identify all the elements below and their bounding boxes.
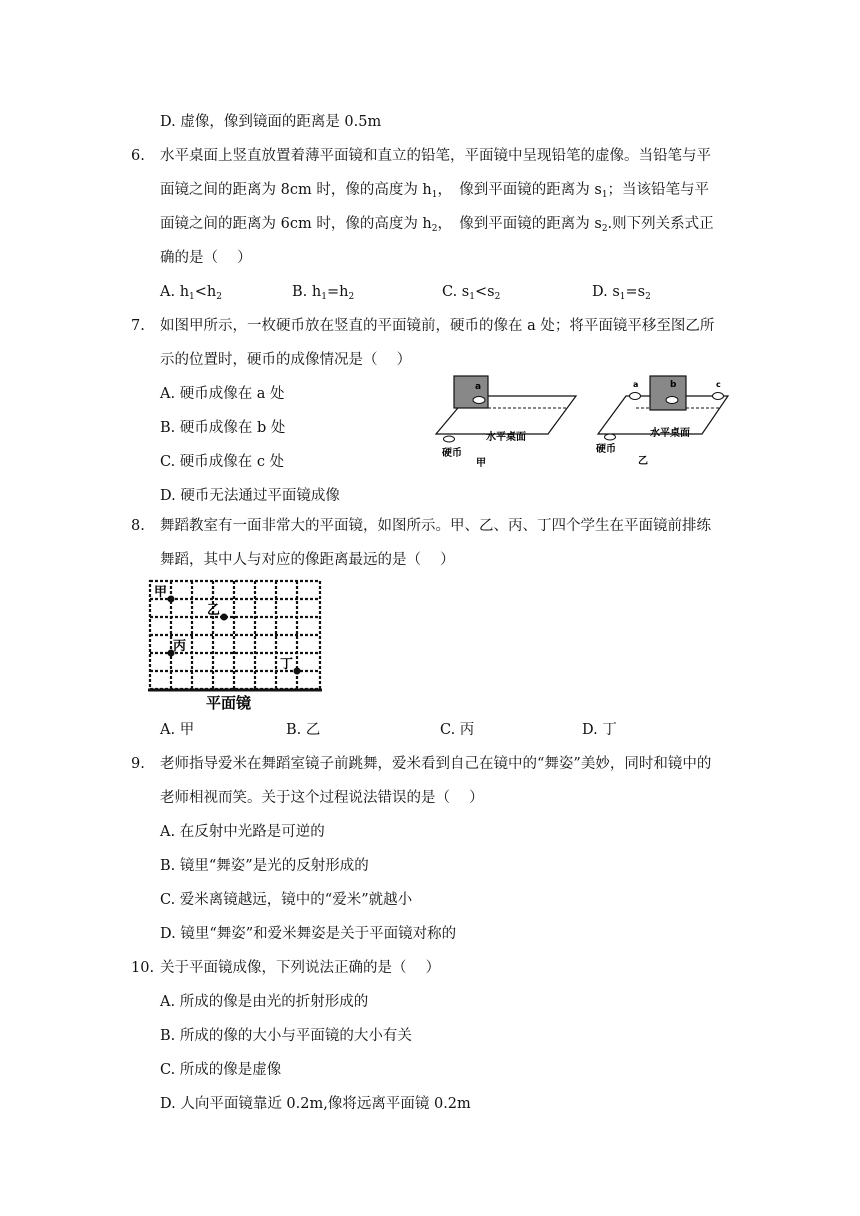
q6-stem-line1: 水平桌面上竖直放置着薄平面镜和直立的铅笔，平面镜中呈现铅笔的虚像。当铅笔与平: [160, 148, 711, 164]
q6-optC-2: <s: [474, 284, 495, 300]
q6-optB-2: =h: [326, 284, 349, 300]
q7-stem-line2: 示的位置时，硬币的成像情况是（ ）: [160, 352, 412, 368]
q6-optB-3: 2: [348, 292, 355, 302]
q6-optA-0: A. h: [160, 284, 190, 300]
q6-stem-line3: [160, 214, 714, 234]
q6-option-b: [292, 282, 354, 302]
q6-optC-3: 2: [494, 292, 501, 302]
q6-number: 6.: [131, 148, 145, 164]
coin-icon: [444, 436, 455, 442]
label-coin: 硬币: [442, 448, 462, 459]
q6-option-d: [592, 282, 651, 302]
q6-l2a: 面镜之间的距离为 8cm 时，像的高度为 h: [160, 182, 432, 198]
q10-option-a: A. 所成的像是由光的折射形成的: [160, 994, 369, 1010]
q6-l3b: 2: [431, 224, 438, 234]
q6-optB-1: 1: [321, 292, 327, 302]
label-b: b: [670, 380, 677, 390]
dot-ding-icon: [294, 668, 301, 675]
q6-optA-2: <h: [194, 284, 217, 300]
q6-stem-line4: 确的是（ ）: [160, 250, 252, 266]
q6-l2d: 1: [601, 190, 608, 200]
label-coin: 硬币: [596, 444, 616, 455]
q10-option-b: B. 所成的像的大小与平面镜的大小有关: [160, 1028, 412, 1044]
q8-option-b: B. 乙: [286, 722, 321, 738]
q7-figure-yi: [592, 372, 742, 472]
q7-figure-jia: [428, 372, 588, 472]
q9-stem-line1: 老师指导爱米在舞蹈室镜子前跳舞，爱米看到自己在镜中的“舞姿”美妙，同时和镜中的: [160, 756, 712, 772]
q8-number: 8.: [131, 518, 145, 534]
q10-number: 10.: [131, 960, 155, 976]
q9-option-a: A. 在反射中光路是可逆的: [160, 824, 325, 840]
q6-optD-1: 1: [619, 292, 626, 302]
label-c: c: [716, 380, 721, 389]
q6-optB-0: B. h: [292, 284, 322, 300]
label-a: a: [633, 380, 639, 389]
label-table: 水平桌面: [650, 428, 690, 439]
q6-optD-0: D. s: [592, 284, 620, 300]
q6-optA-3: 2: [216, 292, 222, 302]
coin-b-icon: [666, 397, 678, 404]
q6-l3e: .则下列关系式正: [607, 216, 714, 232]
q5-option-d: D. 虚像，像到镜面的距离是 0.5m: [160, 114, 382, 130]
coin-icon: [605, 434, 616, 440]
image-coin-icon: [473, 397, 485, 404]
coin-c-icon: [713, 393, 724, 400]
q7-option-d: D. 硬币无法通过平面镜成像: [160, 488, 340, 504]
q6-optC-0: C. s: [442, 284, 470, 300]
q8-option-d: D. 丁: [582, 722, 617, 738]
q6-l3d: 2: [601, 224, 608, 234]
mirror-rect: [650, 376, 686, 410]
q6-l2b: 1: [431, 190, 438, 200]
q8-stem-line2: 舞蹈，其中人与对应的像距离最远的是（ ）: [160, 552, 455, 568]
q6-option-c: [442, 282, 500, 302]
q7-option-b: B. 硬币成像在 b 处: [160, 420, 286, 436]
label-ding: 丁: [280, 657, 294, 672]
dot-yi-icon: [221, 614, 228, 621]
q6-l2e: ；当该铅笔与平: [607, 182, 710, 198]
q7-number: 7.: [131, 318, 145, 334]
q9-option-d: D. 镜里“舞姿”和爱米舞姿是关于平面镜对称的: [160, 926, 457, 942]
q8-grid-figure: [146, 578, 326, 714]
q8-stem-line1: 舞蹈教室有一面非常大的平面镜，如图所示。甲、乙、丙、丁四个学生在平面镜前排练: [160, 518, 711, 534]
label-a: a: [475, 382, 482, 392]
q9-option-b: B. 镜里“舞姿”是光的反射形成的: [160, 858, 369, 874]
label-table: 水平桌面: [486, 432, 526, 443]
caption-yi: 乙: [638, 456, 648, 467]
q9-number: 9.: [131, 756, 145, 772]
q7-option-c: C. 硬币成像在 c 处: [160, 454, 285, 470]
q8-option-c: C. 丙: [440, 722, 475, 738]
q8-option-a: A. 甲: [160, 722, 195, 738]
q6-optD-3: 2: [645, 292, 651, 302]
dot-jia-icon: [168, 596, 175, 603]
label-jia: 甲: [154, 585, 168, 600]
q6-optD-2: =s: [625, 284, 646, 300]
coin-a-icon: [630, 393, 641, 400]
label-mirror: 平面镜: [206, 694, 252, 712]
q10-option-c: C. 所成的像是虚像: [160, 1062, 282, 1078]
q10-option-d: D. 人向平面镜靠近 0.2m,像将远离平面镜 0.2m: [160, 1096, 471, 1112]
q9-stem-line2: 老师相视而笑。关于这个过程说法错误的是（ ）: [160, 790, 484, 806]
q9-option-c: C. 爱米离镜越远，镜中的“爱米”就越小: [160, 892, 413, 908]
q6-l3a: 面镜之间的距离为 6cm 时，像的高度为 h: [160, 216, 432, 232]
label-bing: 丙: [173, 639, 187, 654]
q7-stem-line1: 如图甲所示，一枚硬币放在竖直的平面镜前，硬币的像在 a 处；将平面镜平移至图乙所: [160, 318, 715, 334]
label-yi: 乙: [207, 603, 221, 618]
q10-stem-line1: 关于平面镜成像，下列说法正确的是（ ）: [160, 960, 441, 976]
caption-jia: 甲: [476, 458, 486, 469]
q6-optC-1: 1: [469, 292, 475, 302]
q6-l2c: ， 像到平面镜的距离为 s: [437, 182, 602, 198]
q6-optA-1: 1: [189, 292, 195, 302]
q6-stem-line2: [160, 180, 709, 200]
q6-l3c: ， 像到平面镜的距离为 s: [437, 216, 602, 232]
q7-option-a: A. 硬币成像在 a 处: [160, 386, 285, 402]
q6-option-a: [160, 282, 222, 302]
